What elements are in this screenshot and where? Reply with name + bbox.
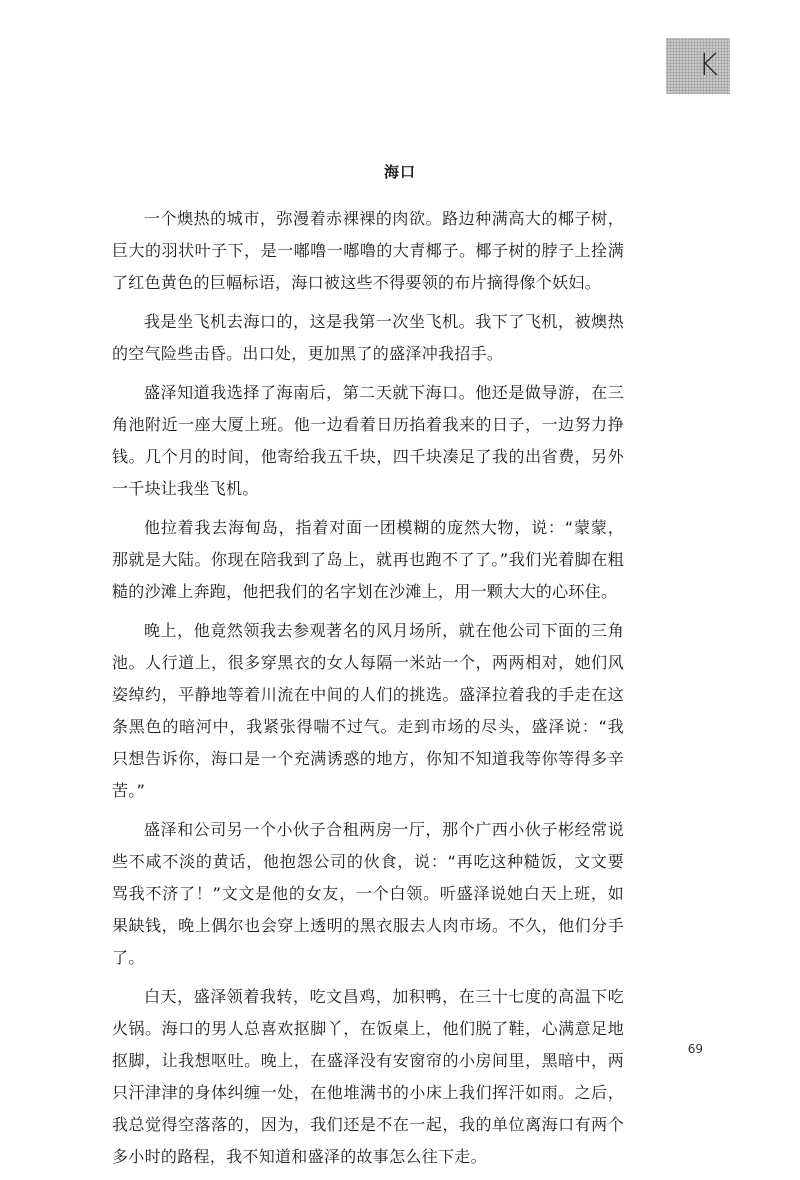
page-number: 69 [687,1042,703,1056]
chapter-letter: K [698,48,718,83]
chapter-title: 海口 [383,163,416,181]
body-text [112,203,624,1180]
paragraph: 盛泽和公司另一个小伙子合租两房一厅，那个广西小伙子彬经常说些不咸不淡的黄话，他抱怨公司的伙食，说：“再吃这种糙饭，文文要骂我不济了！”文文是他的女友，一个白领。听盛泽说她白天上班，如果缺钱，晚上偶尔也会穿上透明的黑衣服去人肉市场。不久，他们分手了。 [112,820,624,967]
paragraph: 我是坐飞机去海口的，这是我第一次坐飞机。我下了飞机，被燠热的空气险些击昏。出口处，更加黑了的盛泽冲我招手。 [112,312,624,363]
paragraph: 他拉着我去海甸岛，指着对面一团模糊的庞然大物，说：“蒙蒙，那就是大陆。你现在陪我到了岛上，就再也跑不了了。”我们光着脚在粗糙的沙滩上奔跑，他把我们的名字划在沙滩上，用一颗大大的心环住。 [112,518,624,601]
paragraph: 盛泽知道我选择了海南后，第二天就下海口。他还是做导游，在三角池附近一座大厦上班。他一边看着日历掐着我来的日子，一边努力挣钱。几个月的时间，他寄给我五千块，四千块凑足了我的出省费，另外一千块让我坐飞机。 [112,383,624,498]
paragraph: 一个燠热的城市，弥漫着赤裸裸的肉欲。路边种满高大的椰子树，巨大的羽状叶子下，是一嘟噜一嘟噜的大青椰子。椰子树的脖子上拴满了红色黄色的巨幅标语，海口被这些不得要领的布片摘得像个妖妇。 [112,209,624,292]
paragraph: 晚上，他竟然领我去参观著名的风月场所，就在他公司下面的三角池。人行道上，很多穿黑衣的女人每隔一米站一个，两两相对，她们风姿绰约，平静地等着川流在中间的人们的挑选。盛泽拉着我的手走在这条黑色的暗河中，我紧张得喘不过气。走到市场的尽头，盛泽说：“我只想告诉你，海口是一个充满诱惑的地方，你知不知道我等你等得多辛苦。” [112,621,624,800]
paragraph: 白天，盛泽领着我转，吃文昌鸡，加积鸭，在三十七度的高温下吃火锅。海口的男人总喜欢抠脚丫，在饭桌上，他们脱了鞋，心满意足地抠脚，让我想呕吐。晚上，在盛泽没有安窗帘的小房间里，黑暗中，两只汗津津的身体纠缠一处，在他堆满书的小床上我们挥汗如雨。之后，我总觉得空落落的，因为，我们还是不在一起，我的单位离海口有两个多小时的路程，我不知道和盛泽的故事怎么往下走。 [112,987,624,1166]
chapter-tab [666,38,730,94]
